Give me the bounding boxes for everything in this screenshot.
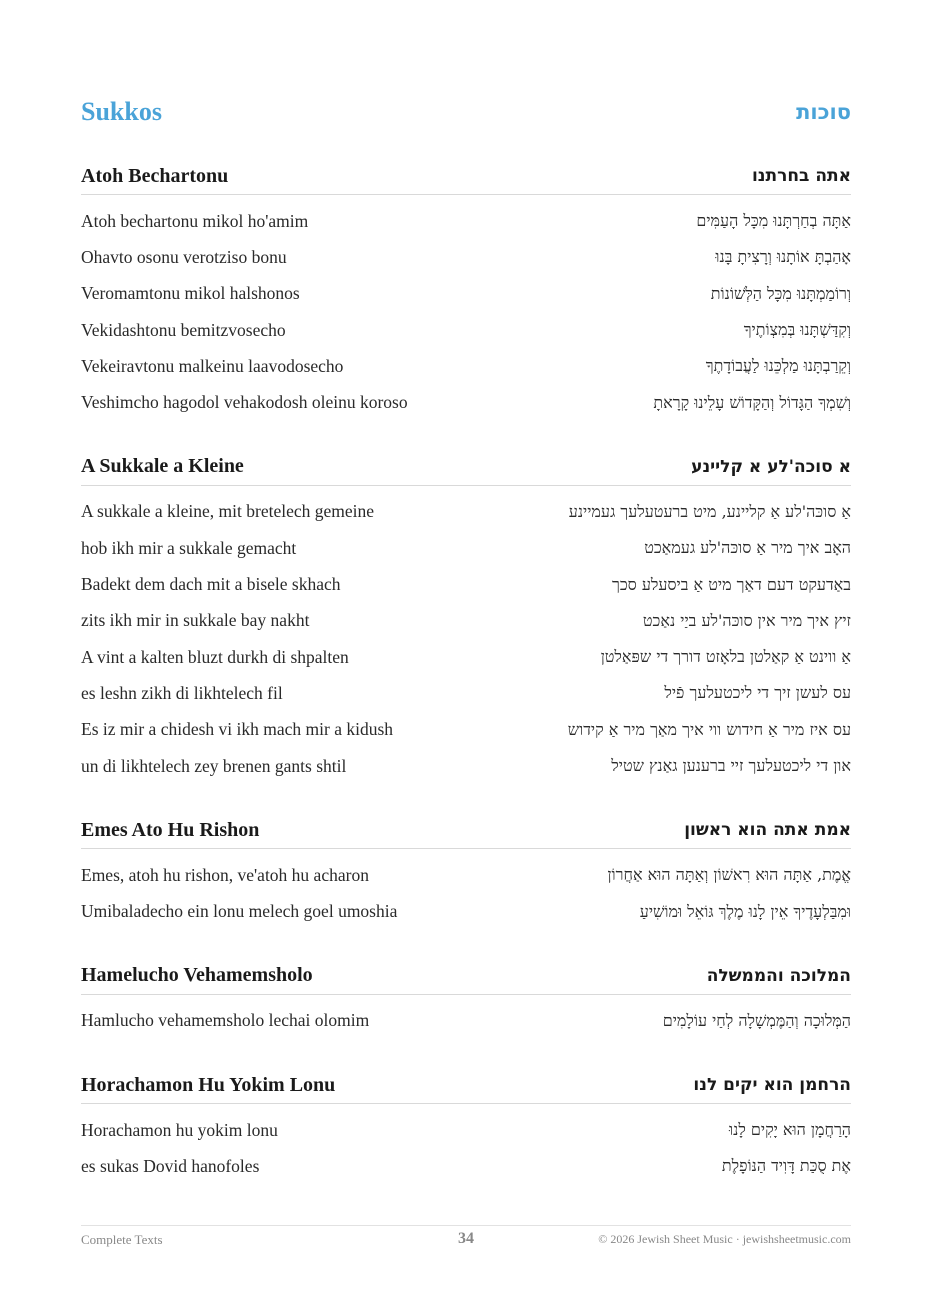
section-title-english: Atoh Bechartonu bbox=[81, 164, 229, 187]
lyric-line-hebrew: באַדעקט דעם דאַך מיט אַ ביסעלע סכך bbox=[611, 574, 851, 594]
lyric-line-english: Es iz mir a chidesh vi ikh mach mir a kidush bbox=[81, 719, 394, 740]
document-page bbox=[81, 0, 851, 1312]
lyric-line bbox=[81, 239, 851, 275]
lyric-line-english: Vekeiravtonu malkeinu laavodosecho bbox=[81, 355, 344, 376]
lyric-line-hebrew: אֶת סֻכַּת דָּוִיד הַנּוֹפָלֶת bbox=[721, 1156, 851, 1176]
lyric-line bbox=[81, 1003, 851, 1039]
lyric-line-hebrew: וּמִבַּלְעָדֶיךָ אֵין לָנוּ מֶלֶךְ גּוֹאֵל וּמוֹשִׁיעַ bbox=[639, 901, 851, 921]
lyric-line-english: hob ikh mir a sukkale gemacht bbox=[81, 537, 297, 558]
lyric-line bbox=[81, 566, 851, 602]
section-title-hebrew: הרחמן הוא יקים לנו bbox=[693, 1075, 851, 1096]
lyric-line-hebrew: און די ליכטעלעך זיי ברענען גאַנץ שטיל bbox=[611, 756, 851, 775]
song-section bbox=[81, 449, 851, 784]
lyric-line bbox=[81, 494, 851, 530]
lyric-line-english: un di likhtelech zey brenen gants shtil bbox=[81, 755, 347, 776]
lyric-line bbox=[81, 312, 851, 348]
page-footer bbox=[81, 1225, 851, 1256]
lyric-line-hebrew: אַ סוכּה'לע אַ קליינע, מיט ברעטעלעך געמיינע bbox=[568, 501, 851, 521]
section-title-english: Horachamon Hu Yokim Lonu bbox=[81, 1073, 336, 1096]
page-title-hebrew: סוכות bbox=[796, 100, 851, 124]
lyric-line-hebrew: אָהַבְתָּ אוֹתָנוּ וְרָצִיתָ בָּנוּ bbox=[715, 247, 851, 267]
lyric-line-hebrew: עס לעשן זיך די ליכטעלעך פֿיל bbox=[664, 683, 851, 703]
lyric-line bbox=[81, 203, 851, 239]
lyric-line-english: Emes, atoh hu rishon, ve'atoh hu acharon bbox=[81, 864, 369, 885]
section-title-english: Emes Ato Hu Rishon bbox=[81, 818, 260, 841]
song-section bbox=[81, 958, 851, 1039]
section-title-hebrew: א סוכה'לע א קליינע bbox=[691, 456, 851, 477]
lyric-line bbox=[81, 748, 851, 784]
lyric-line bbox=[81, 893, 851, 929]
lyric-line bbox=[81, 1148, 851, 1184]
lyric-line-hebrew: זיץ איך מיר אין סוכּה'לע ביַי נאַכט bbox=[642, 610, 851, 630]
footer-copyright: © 2026 Jewish Sheet Music · jewishsheetmusic.com bbox=[598, 1232, 851, 1246]
lyric-line bbox=[81, 712, 851, 748]
section-heading bbox=[81, 449, 851, 486]
lyric-line-hebrew: וְרוֹמַמְתָּנוּ מִכָּל הַלְּשׁוֹנוֹת bbox=[710, 283, 851, 303]
lyric-line-english: A sukkale a kleine, mit bretelech gemeine bbox=[81, 501, 375, 522]
lyric-line bbox=[81, 603, 851, 639]
lyric-line-hebrew: הַמְּלוּכָה וְהַמֶּמְשָׁלָה לְחַי עוֹלָמִים bbox=[662, 1010, 851, 1030]
lyric-line-hebrew: אֱמֶת, אַתָּה הוּא רִאשׁוֹן וְאַתָּה הוּא אַחֲרוֹן bbox=[607, 865, 851, 885]
lyric-line bbox=[81, 348, 851, 384]
lyric-line-hebrew: אַתָּה בְחַרְתָּנוּ מִכָּל הָעַמִּים bbox=[696, 211, 851, 231]
lyric-line-english: Hamlucho vehamemsholo lechai olomim bbox=[81, 1010, 370, 1031]
page-header bbox=[81, 94, 851, 130]
lyric-line bbox=[81, 530, 851, 566]
lyric-line-hebrew: אַ ווינט אַ קאַלטן בלאָזט דורך די שפּאַלטן bbox=[600, 647, 851, 667]
lyric-line-english: Badekt dem dach mit a bisele skhach bbox=[81, 574, 341, 595]
section-heading bbox=[81, 958, 851, 995]
section-title-english: Hamelucho Vehamemsholo bbox=[81, 964, 313, 987]
lyric-line-english: zits ikh mir in sukkale bay nakht bbox=[81, 610, 310, 631]
section-title-hebrew: אתה בחרתנו bbox=[751, 166, 851, 186]
lyric-line bbox=[81, 675, 851, 711]
lyric-line bbox=[81, 1112, 851, 1148]
footer-section-label: Complete Texts bbox=[81, 1232, 163, 1247]
song-sections bbox=[81, 158, 851, 1213]
lyric-line-hebrew: האָב איך מיר אַ סוכּה'לע געמאַכט bbox=[644, 538, 851, 558]
lyric-line-english: Atoh bechartonu mikol ho'amim bbox=[81, 210, 309, 231]
section-title-english: A Sukkale a Kleine bbox=[81, 455, 244, 478]
lyric-line bbox=[81, 276, 851, 312]
lyric-line bbox=[81, 857, 851, 893]
section-title-hebrew: המלוכה והממשלה bbox=[706, 965, 851, 986]
lyric-line-english: Veromamtonu mikol halshonos bbox=[81, 283, 300, 304]
lyric-line-hebrew: עס איז מיר אַ חידוש ווי איך מאַך מיר אַ קידוש bbox=[567, 719, 851, 739]
song-section bbox=[81, 1067, 851, 1185]
lyric-line-hebrew: וְקֵרַבְתָּנוּ מַלְכֵּנוּ לַעֲבוֹדָתֶךָ bbox=[705, 356, 851, 376]
lyric-line-english: Ohavto osonu verotziso bonu bbox=[81, 246, 287, 267]
song-section bbox=[81, 812, 851, 930]
section-heading bbox=[81, 158, 851, 195]
lyric-line bbox=[81, 384, 851, 420]
section-heading bbox=[81, 1067, 851, 1104]
song-section bbox=[81, 158, 851, 421]
lyric-line-hebrew: וְשִׁמְךָ הַגָּדוֹל וְהַקָּדוֹשׁ עָלֵינוּ קָרָאתָ bbox=[653, 392, 851, 412]
section-heading bbox=[81, 812, 851, 849]
lyric-line-hebrew: וְקִדַּשְׁתָּנוּ בְּמִצְוֹתֶיךָ bbox=[743, 320, 851, 340]
lyric-line-english: A vint a kalten bluzt durkh di shpalten bbox=[81, 646, 349, 667]
lyric-line-english: Umibaladecho ein lonu melech goel umoshia bbox=[81, 901, 398, 922]
page-number: 34 bbox=[458, 1230, 474, 1247]
lyric-line-english: Horachamon hu yokim lonu bbox=[81, 1119, 278, 1140]
lyric-line-hebrew: הָרַחֲמָן הוּא יָקִים לָנוּ bbox=[729, 1120, 851, 1140]
lyric-line-english: es leshn zikh di likhtelech fil bbox=[81, 682, 283, 703]
page-title-english: Sukkos bbox=[81, 97, 162, 126]
lyric-line-english: Vekidashtonu bemitzvosecho bbox=[81, 319, 286, 340]
lyric-line-english: Veshimcho hagodol vehakodosh oleinu koroso bbox=[81, 392, 408, 413]
section-title-hebrew: אמת אתה הוא ראשון bbox=[684, 820, 851, 841]
lyric-line-english: es sukas Dovid hanofoles bbox=[81, 1155, 260, 1176]
lyric-line bbox=[81, 639, 851, 675]
